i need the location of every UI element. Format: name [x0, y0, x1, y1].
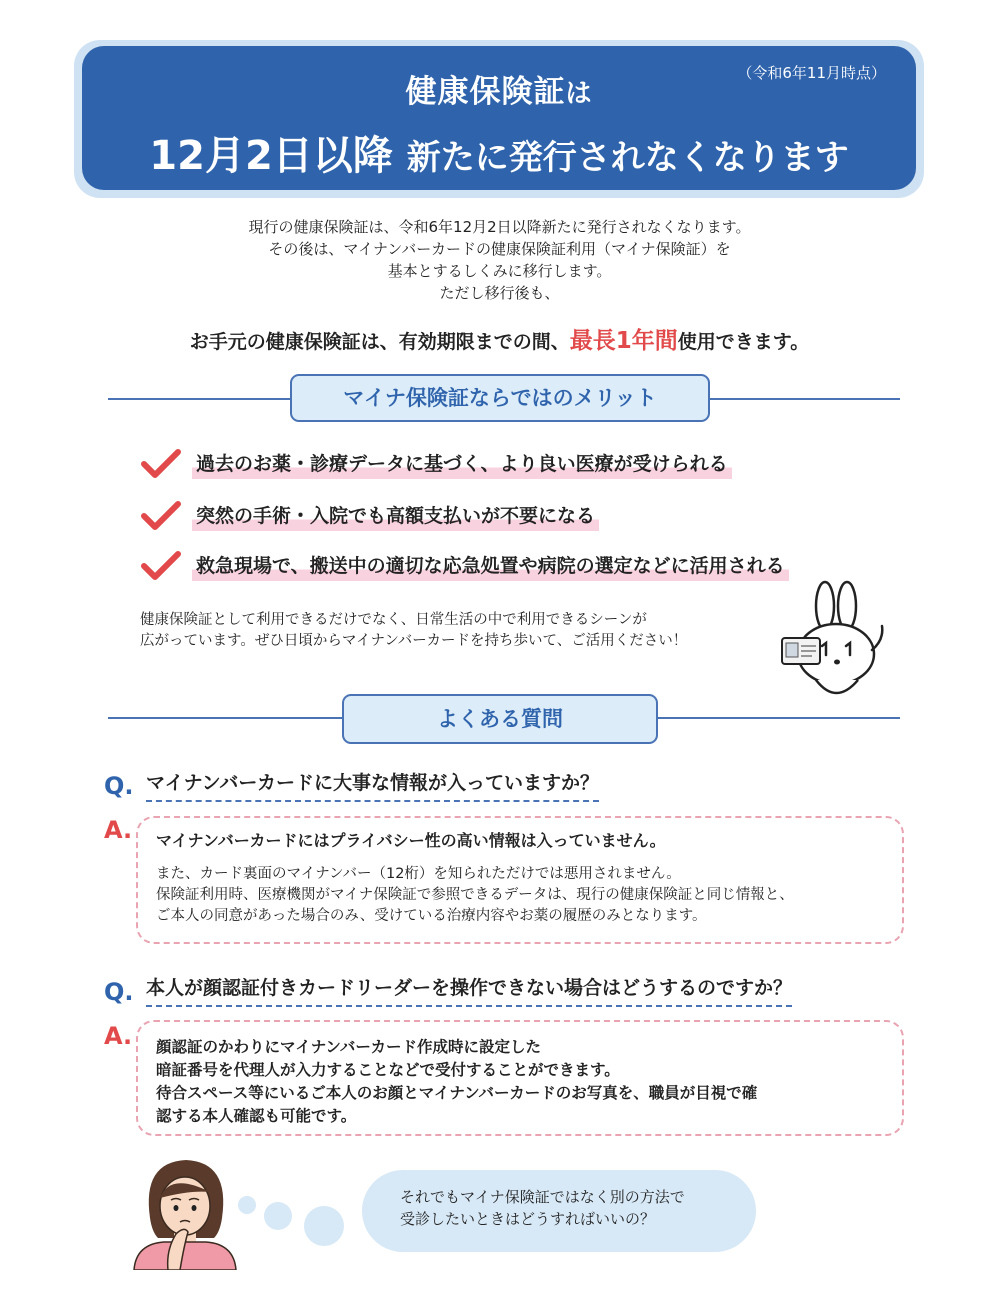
faq-answer-box	[136, 1020, 904, 1136]
check-icon	[140, 448, 182, 480]
intro-line: 現行の健康保険証は、令和6年12月2日以降新たに発行されなくなります。	[248, 218, 751, 236]
thought-bubble	[362, 1170, 756, 1252]
faq-title: よくある質問	[342, 694, 658, 744]
merit-item	[140, 500, 599, 532]
merit-note-line: 広がっています。ぜひ日頃からマイナンバーカードを持ち歩いて、ご活用ください！	[140, 633, 688, 649]
thought-dot	[238, 1196, 256, 1214]
header-title-particle: は	[565, 79, 593, 109]
faq-answer-body	[156, 864, 794, 927]
headline-rest: 新たに発行されなくなります	[406, 138, 849, 178]
merit-item	[140, 550, 789, 582]
merit-note-line: 健康保険証として利用できるだけでなく、日常生活の中で利用できるシーンが	[140, 612, 647, 628]
a-mark: A.	[104, 816, 133, 844]
intro-text	[0, 216, 999, 304]
merit-text: 救急現場で、搬送中の適切な応急処置や病院の選定などに活用される	[192, 551, 789, 581]
thought-line: それでもマイナ保険証ではなく別の方法で	[400, 1188, 685, 1206]
emphasis-before: お手元の健康保険証は、有効期限までの間、	[189, 331, 570, 353]
merit-text: 過去のお薬・診療データに基づく、より良い医療が受けられる	[192, 449, 732, 479]
emphasis-after: 使用できます。	[677, 331, 810, 353]
faq-answer-line: 顔認証のかわりにマイナンバーカード作成時に設定した	[156, 1038, 542, 1056]
header-date-note: （令和6年11月時点）	[737, 64, 886, 82]
merit-item	[140, 448, 732, 480]
check-icon	[140, 550, 182, 582]
faq-answer-line: 保険証利用時、医療機関がマイナ保険証で参照できるデータは、現行の健康保険証と同じ情報と、	[156, 887, 794, 903]
faq-answer-head: マイナンバーカードにはプライバシー性の高い情報は入っていません。	[156, 831, 666, 850]
q-mark: Q.	[104, 772, 134, 800]
mascot-rabbit-icon	[780, 580, 890, 710]
header-title-main: 健康保険証	[405, 74, 566, 110]
header-headline	[82, 124, 916, 181]
a-mark: A.	[104, 1022, 133, 1050]
emphasis-red: 最長1年間	[569, 328, 678, 354]
faq-question: マイナンバーカードに大事な情報が入っていますか？	[146, 768, 599, 802]
intro-line: 基本とするしくみに移行します。	[387, 262, 612, 280]
headline-date: 12月2日以降	[149, 133, 393, 179]
merit-note	[140, 610, 687, 652]
faq-answer-body	[156, 1036, 757, 1128]
faq-answer-line: また、カード裏面のマイナンバー（12桁）を知られただけでは悪用されません。	[156, 866, 681, 882]
faq-answer-line: ご本人の同意があった場合のみ、受けている治療内容やお薬の履歴のみとなります。	[156, 908, 707, 924]
check-icon	[140, 500, 182, 532]
q-mark: Q.	[104, 978, 134, 1006]
header-banner-inner	[82, 46, 916, 190]
merit-text: 突然の手術・入院でも高額支払いが不要になる	[192, 501, 599, 531]
thought-dot	[264, 1202, 292, 1230]
faq-answer-line: 暗証番号を代理人が入力することなどで受付することができます。	[156, 1061, 620, 1079]
faq-question: 本人が顔認証付きカードリーダーを操作できない場合はどうするのですか？	[146, 973, 792, 1007]
header-banner	[74, 40, 924, 198]
thought-dot	[304, 1206, 344, 1246]
faq-answer-line: 認する本人確認も可能です。	[156, 1107, 357, 1125]
faq-answer-box	[136, 816, 904, 944]
intro-line: その後は、マイナンバーカードの健康保険証利用（マイナ保険証）を	[268, 240, 731, 258]
merits-title: マイナ保険証ならではのメリット	[290, 374, 710, 422]
intro-emphasis	[0, 322, 999, 355]
thinking-person-icon	[130, 1158, 240, 1270]
intro-line: ただし移行後も、	[439, 284, 560, 302]
thought-line: 受診したいときはどうすればいいの？	[400, 1210, 656, 1228]
faq-answer-line: 待合スペース等にいるご本人のお顔とマイナンバーカードのお写真を、職員が目視で確	[156, 1084, 758, 1102]
